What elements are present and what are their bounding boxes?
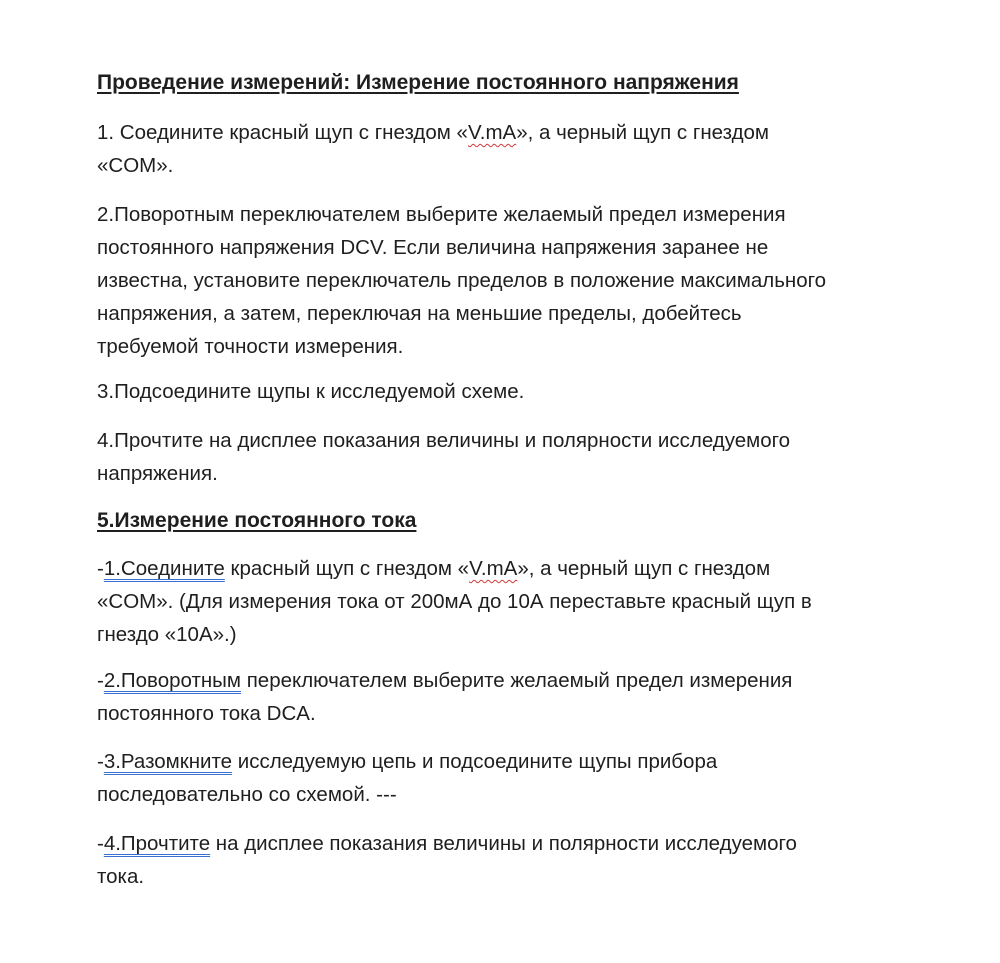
voltage-step-4 [97, 424, 790, 490]
section-heading-dc-current: 5.Измерение постоянного тока [97, 509, 417, 532]
dash: - [97, 669, 104, 692]
text: постоянного тока DCA. [97, 702, 316, 725]
text: тока. [97, 865, 145, 888]
text: «COM». [97, 154, 174, 177]
current-step-2 [97, 664, 792, 730]
text: напряжения. [97, 462, 218, 485]
text: », а черный щуп с гнездом [516, 121, 770, 144]
dash: - [97, 557, 104, 580]
text: известна, установите переключатель пределов в положение максимального [97, 269, 827, 292]
spellcheck-flag[interactable]: V.mA [467, 121, 517, 144]
text: на дисплее показания величины и полярности исследуемого [210, 832, 797, 855]
text: постоянного напряжения DCV. Если величина напряжения заранее не [97, 236, 769, 259]
text: требуемой точности измерения. [97, 335, 404, 358]
grammar-flag[interactable]: 4.Прочтите [103, 832, 211, 855]
spellcheck-flag[interactable]: V.mA [469, 557, 518, 580]
voltage-step-3: 3.Подсоедините щупы к исследуемой схеме. [97, 380, 525, 403]
grammar-flag[interactable]: 2.Поворотным [103, 669, 242, 692]
text: гнездо «10А».) [97, 623, 237, 646]
voltage-step-2 [97, 198, 826, 363]
text: исследуемую цепь и подсоедините щупы прибора [232, 750, 718, 773]
text: последовательно со схемой. --- [97, 783, 397, 806]
section-heading-dc-voltage: Проведение измерений: Измерение постоянного напряжения [97, 71, 739, 94]
text: напряжения, а затем, переключая на меньшие пределы, добейтесь [97, 302, 742, 325]
dash: - [97, 750, 104, 773]
text: 1. Соедините красный щуп с гнездом « [97, 121, 468, 144]
text: 2.Поворотным переключателем выберите желаемый предел измерения [97, 203, 786, 226]
text: 4.Прочтите на дисплее показания величины и полярности исследуемого [97, 429, 791, 452]
text: », а черный щуп с гнездом [517, 557, 771, 580]
text: «COM». (Для измерения тока от 200мА до 10А переставьте красный щуп в [97, 590, 812, 613]
grammar-flag[interactable]: 3.Разомкните [103, 750, 233, 773]
current-step-4 [97, 827, 797, 893]
dash: - [97, 832, 104, 855]
text: красный щуп с гнездом « [224, 557, 470, 580]
voltage-step-1 [97, 116, 769, 182]
current-step-3 [97, 745, 717, 811]
grammar-flag[interactable]: 1.Соедините [103, 557, 225, 580]
text: переключателем выберите желаемый предел измерения [241, 669, 793, 692]
current-step-1 [97, 552, 812, 651]
